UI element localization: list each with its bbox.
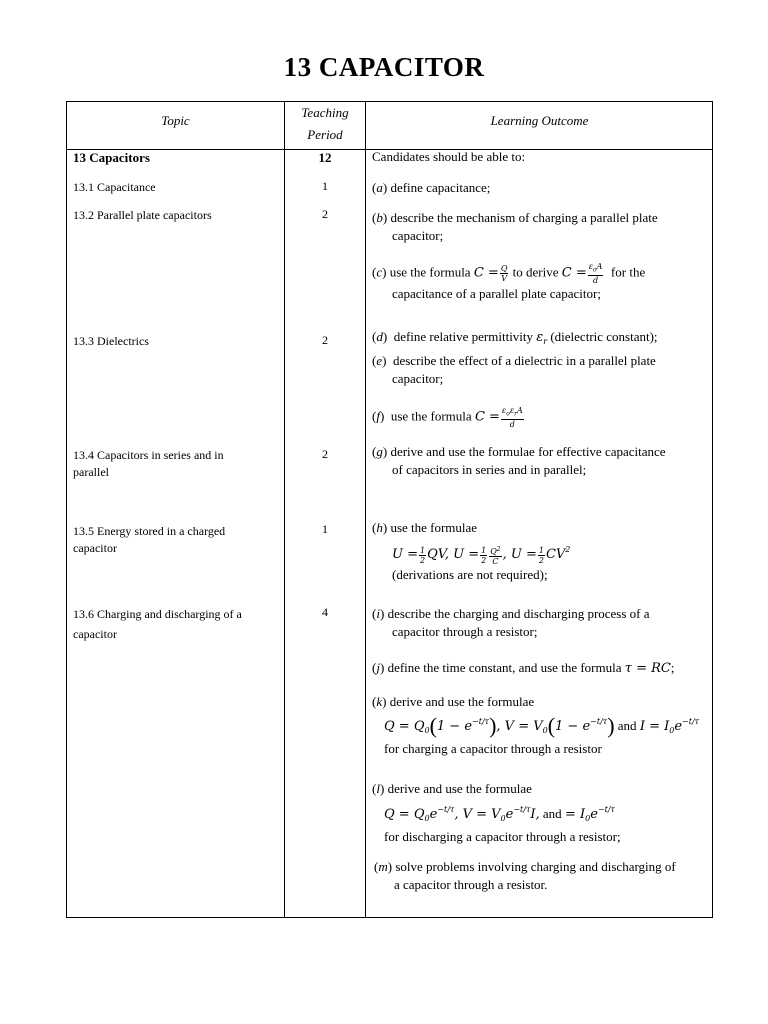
syllabus-table <box>66 101 713 918</box>
outcome-l: (l) derive and use the formulae $Q = Q_0e^{-t/\tau}$, $V = V_0e^{-t/\tau}I$, and = $I_0e^{-t/\tau}$ for discharging a capacitor through a resistor; <box>372 781 621 844</box>
topic-13-4: 13.4 Capacitors in series and in parallel <box>73 448 224 479</box>
period-13-5: 1 <box>322 522 328 536</box>
page-title: 13 CAPACITOR <box>283 52 485 82</box>
outcome-d: (d) define relative permittivity $\varepsilon_r$ (dielectric constant); <box>372 329 658 346</box>
outcome-intro: Candidates should be able to: <box>372 149 526 164</box>
outcome-e: (e) describe the effect of a dielectric in a parallel plate capacitor; <box>372 353 656 386</box>
outcome-i: (i) describe the charging and discharging process of a capacitor through a resistor; <box>372 606 650 639</box>
outcome-h: (h) use the formulae U = $\frac{1}{2}$ QV, U = $\frac{1}{2}$ $\frac{Q^2}{C}$ , U = $\frac{1}{2}$ $CV^2$ (derivations are not required); <box>372 520 571 582</box>
topic-13-5: 13.5 Energy stored in a charged capacitor <box>73 524 226 555</box>
period-13-2: 2 <box>322 207 328 221</box>
main-topic-label: 13 Capacitors <box>73 150 150 165</box>
outcome-b: (b) describe the mechanism of charging a parallel plate capacitor; <box>372 210 658 243</box>
outcome-g: (g) derive and use the formulae for effective capacitance of capacitors in series and in parallel; <box>372 444 666 477</box>
topic-13-6: 13.6 Charging and discharging of a capacitor <box>73 607 242 641</box>
header-learning-outcome: Learning Outcome <box>490 113 589 128</box>
topic-13-3: 13.3 Dielectrics <box>73 334 149 348</box>
topic-13-1: 13.1 Capacitance <box>73 180 156 194</box>
topic-13-2: 13.2 Parallel plate capacitors <box>73 208 212 222</box>
outcome-c: (c) use the formula C = $\frac{Q}{V}$ to derive C = $\frac{\varepsilon_oA}{d}$ for the capacitance of a parallel plate capacitor; <box>372 262 646 301</box>
outcome-k: (k) derive and use the formulae $Q = Q_0(1 - e^{-t/\tau})$, $V = V_0(1 - e^{-t/\tau})$ and $I = I_0e^{-t/\tau}$ for charging a capacitor through a resistor <box>372 694 700 756</box>
period-13-4: 2 <box>322 447 328 461</box>
main-topic-period: 12 <box>318 150 332 165</box>
period-13-6: 4 <box>322 605 328 619</box>
header-topic: Topic <box>161 113 190 128</box>
header-teaching-period: Teaching Period <box>301 105 349 142</box>
column-divider <box>284 102 285 917</box>
period-13-1: 1 <box>322 179 328 193</box>
outcome-a: (a) define capacitance; <box>372 180 491 195</box>
period-13-3: 2 <box>322 333 328 347</box>
outcome-j: (j) define the time constant, and use the formula τ = RC; <box>372 660 675 676</box>
outcome-m: (m) solve problems involving charging and discharging of a capacitor through a resistor. <box>374 859 676 892</box>
column-divider <box>365 102 366 917</box>
outcome-f: (f) use the formula C = $\frac{\varepsilon_o\varepsilon_rA}{d}$ <box>372 406 523 429</box>
